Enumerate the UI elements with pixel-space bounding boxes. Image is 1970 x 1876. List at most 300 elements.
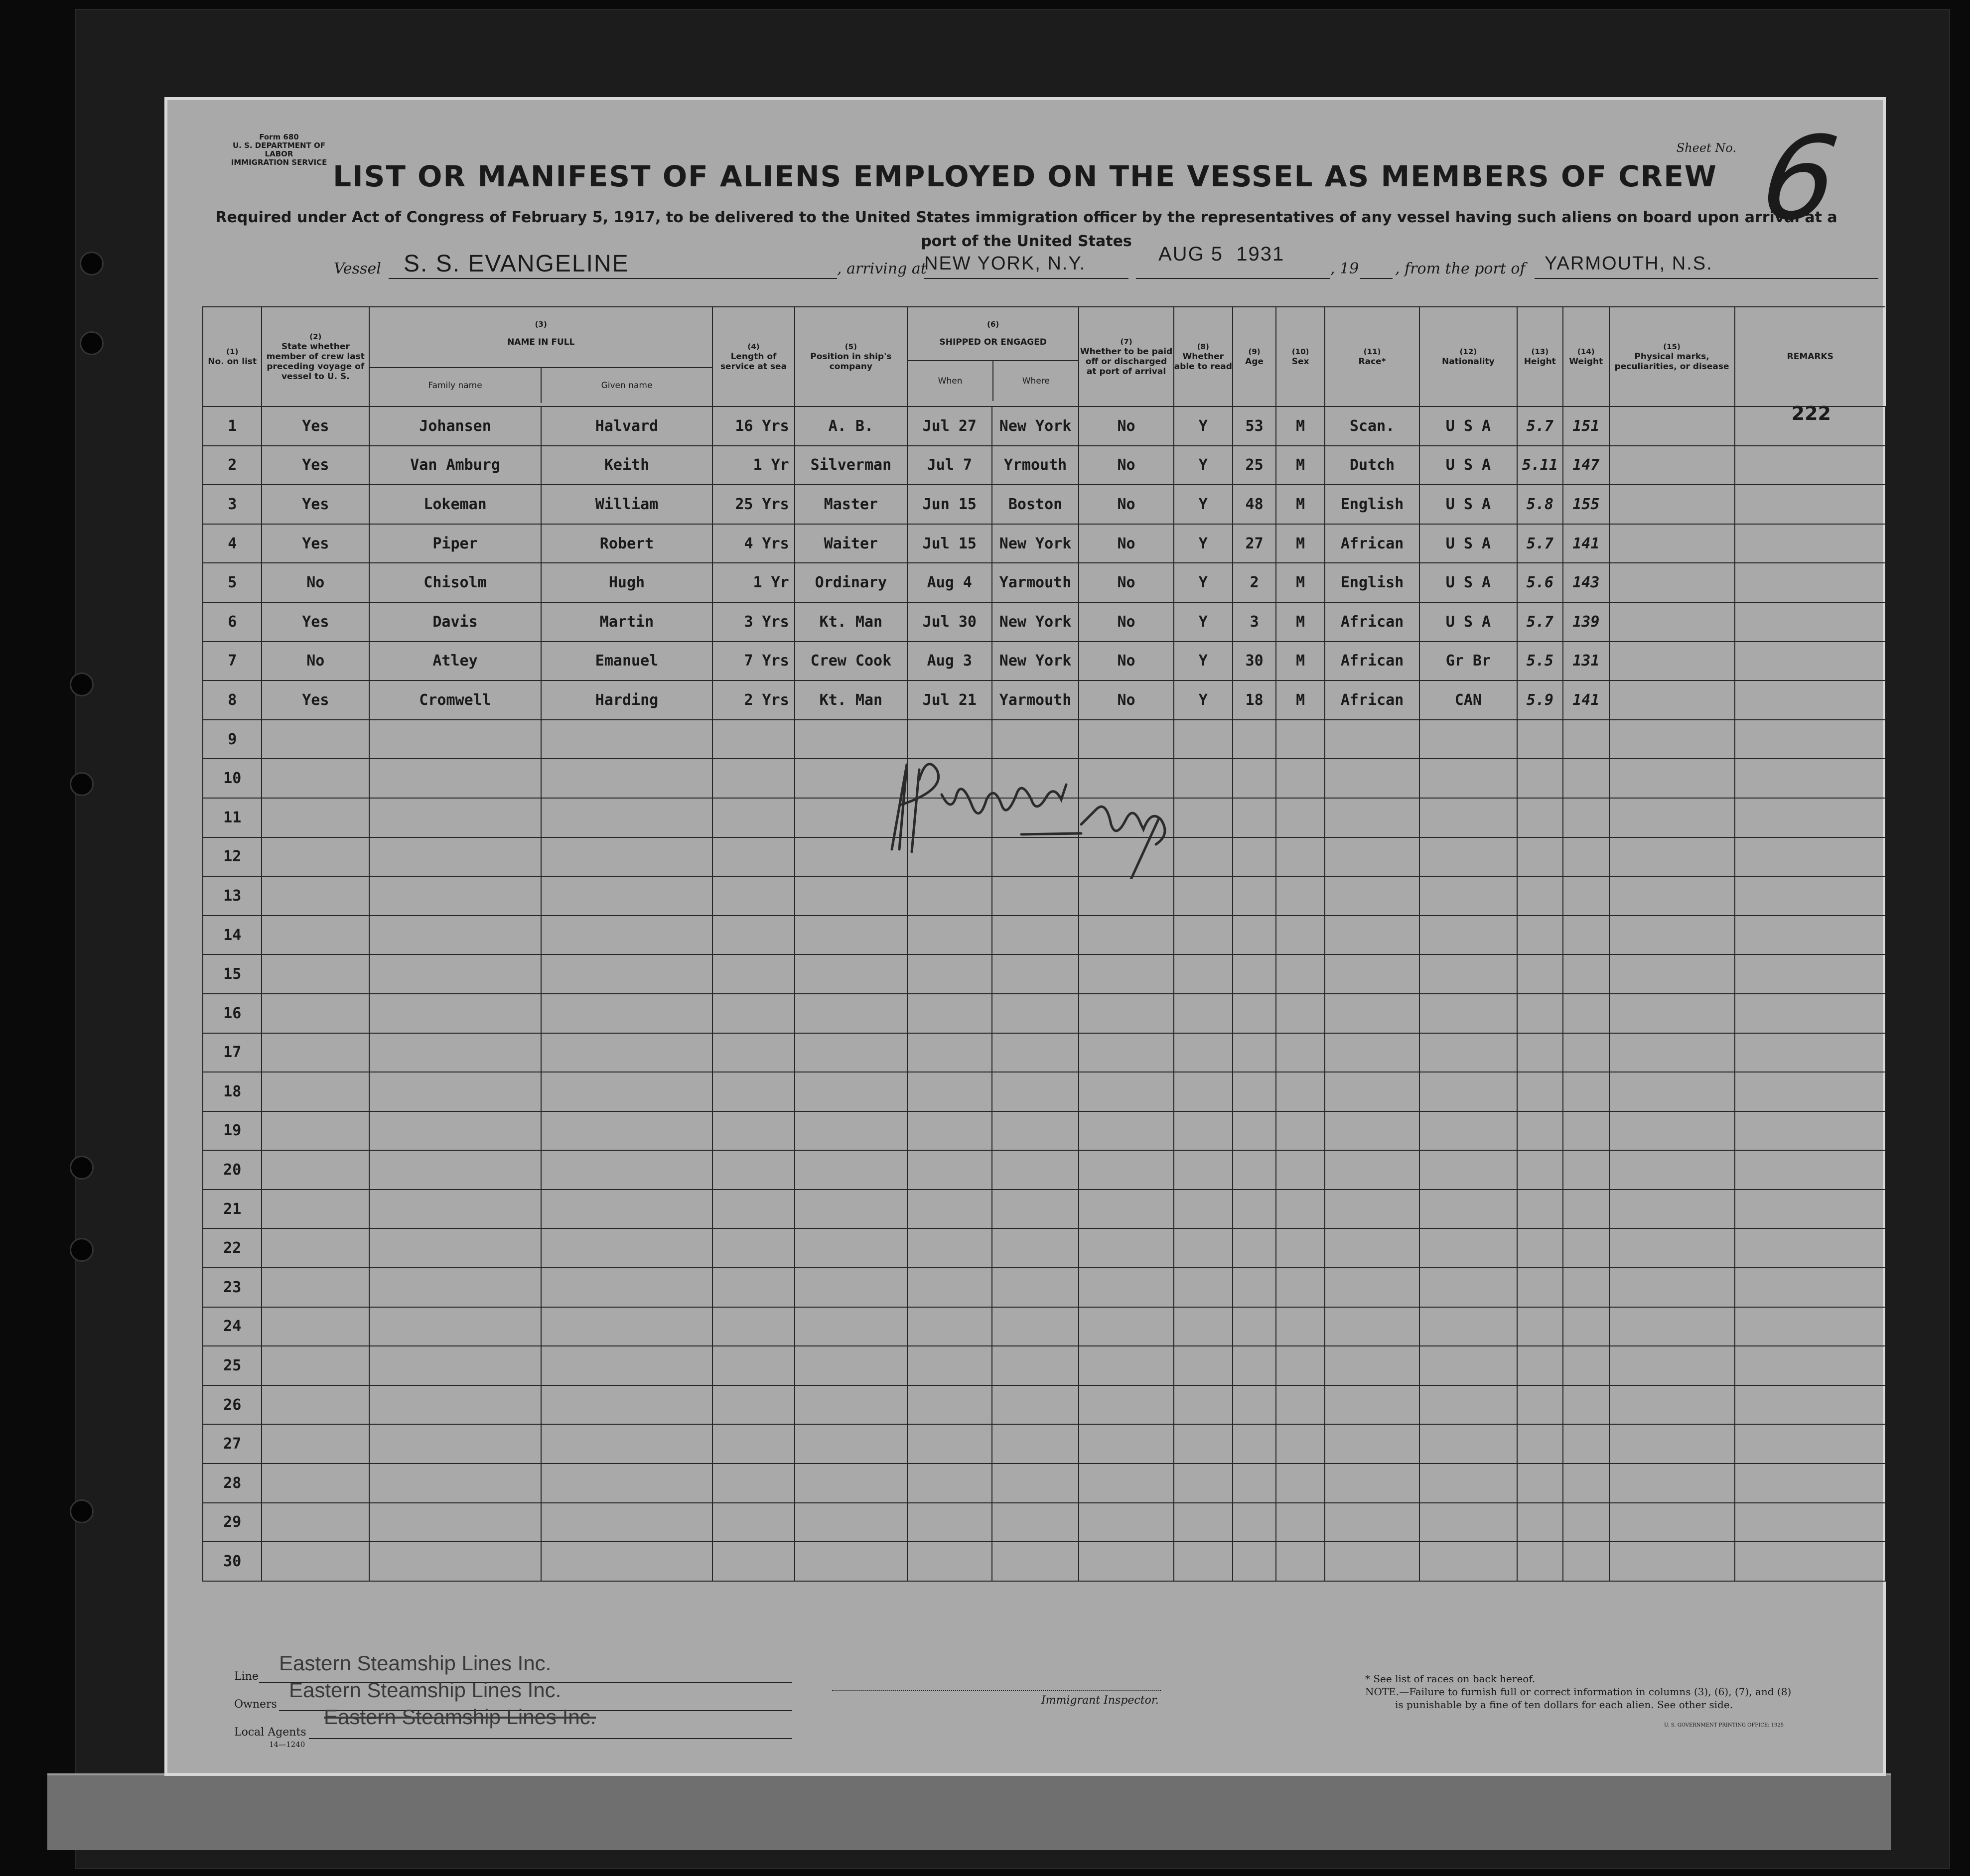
empty-cell: [1325, 1542, 1419, 1581]
empty-cell: [369, 876, 541, 916]
empty-cell: [1233, 759, 1276, 798]
empty-cell: [1079, 1307, 1173, 1346]
manifest-form: [164, 97, 1886, 1776]
empty-cell: [1276, 954, 1325, 994]
cell-paid: No: [1079, 406, 1173, 446]
cell-race: English: [1325, 563, 1419, 602]
empty-cell: [1609, 876, 1735, 916]
binder-hole: [70, 1238, 94, 1262]
empty-cell: [1174, 1268, 1233, 1307]
cell-height: 5.11: [1517, 446, 1563, 485]
empty-cell: [1233, 1190, 1276, 1229]
cell-age: 3: [1233, 602, 1276, 642]
row-number: 3: [203, 485, 262, 524]
cell-marks: [1609, 524, 1735, 563]
table-row: [164, 1424, 1885, 1464]
cell-sex: M: [1276, 406, 1325, 446]
cell-given: Martin: [541, 602, 712, 642]
owners-label: Owners: [234, 1698, 277, 1711]
cell-weight: 147: [1563, 446, 1609, 485]
cell-sex: M: [1276, 485, 1325, 524]
crew-table: [164, 306, 1886, 1582]
empty-cell: [1233, 916, 1276, 955]
empty-cell: [1517, 1268, 1563, 1307]
arriving-label: , arriving at: [837, 260, 927, 277]
empty-cell: [1276, 916, 1325, 955]
cell-where: Yarmouth: [992, 680, 1079, 720]
col-race: (11) Race*: [1325, 307, 1419, 406]
empty-cell: [1276, 1464, 1325, 1503]
empty-cell: [1517, 798, 1563, 837]
cell-prev: Yes: [262, 485, 369, 524]
cell-prev: Yes: [262, 524, 369, 563]
empty-cell: [907, 1033, 992, 1072]
empty-cell: [1233, 1228, 1276, 1268]
empty-cell: [1233, 720, 1276, 759]
empty-cell: [1276, 1190, 1325, 1229]
cell-position: Waiter: [795, 524, 907, 563]
empty-cell: [1563, 1464, 1609, 1503]
cell-weight: 139: [1563, 602, 1609, 642]
empty-cell: [795, 1307, 907, 1346]
empty-cell: [795, 1464, 907, 1503]
empty-cell: [1174, 876, 1233, 916]
cell-height: 5.8: [1517, 485, 1563, 524]
empty-cell: [1174, 1111, 1233, 1151]
row-number: 16: [203, 994, 262, 1033]
cell-paid: No: [1079, 446, 1173, 485]
table-row: [164, 1268, 1885, 1307]
empty-cell: [907, 994, 992, 1033]
empty-cell: [1174, 954, 1233, 994]
empty-cell: [541, 954, 712, 994]
empty-cell: [907, 1464, 992, 1503]
cell-paid: No: [1079, 602, 1173, 642]
row-number: 19: [203, 1111, 262, 1151]
empty-cell: [369, 1228, 541, 1268]
cell-marks: [1609, 680, 1735, 720]
empty-cell: [1325, 837, 1419, 877]
empty-cell: [1174, 1228, 1233, 1268]
empty-cell: [1079, 994, 1173, 1033]
empty-cell: [1735, 1072, 1885, 1111]
empty-cell: [1517, 720, 1563, 759]
cell-height: 5.7: [1517, 524, 1563, 563]
cell-position: Silverman: [795, 446, 907, 485]
empty-cell: [1325, 1307, 1419, 1346]
empty-cell: [907, 876, 992, 916]
empty-cell: [369, 1307, 541, 1346]
empty-cell: [1079, 1150, 1173, 1190]
empty-cell: [1419, 876, 1517, 916]
empty-cell: [1276, 798, 1325, 837]
empty-cell: [1079, 1228, 1173, 1268]
empty-cell: [1079, 916, 1173, 955]
empty-cell: [1563, 1385, 1609, 1425]
empty-cell: [1325, 1072, 1419, 1111]
empty-cell: [1325, 954, 1419, 994]
empty-cell: [1609, 1542, 1735, 1581]
empty-cell: [262, 916, 369, 955]
empty-cell: [1325, 1464, 1419, 1503]
empty-cell: [1609, 1190, 1735, 1229]
empty-cell: [712, 1346, 795, 1385]
empty-cell: [369, 1111, 541, 1151]
empty-cell: [1419, 720, 1517, 759]
binder-hole: [70, 672, 94, 696]
note-fine-1: NOTE.—Failure to furnish full or correct information in columns (3), (6), (7), and (8): [1365, 1686, 1792, 1698]
cell-height: 5.6: [1517, 563, 1563, 602]
empty-cell: [1174, 1503, 1233, 1542]
empty-cell: [992, 1111, 1079, 1151]
cell-family: Piper: [369, 524, 541, 563]
empty-cell: [795, 1033, 907, 1072]
cell-family: Atley: [369, 642, 541, 681]
empty-cell: [1609, 1072, 1735, 1111]
empty-cell: [1735, 1503, 1885, 1542]
row-number: 25: [203, 1346, 262, 1385]
empty-cell: [795, 1268, 907, 1307]
empty-cell: [541, 876, 712, 916]
cell-weight: 141: [1563, 680, 1609, 720]
empty-cell: [1517, 1033, 1563, 1072]
from-port: YARMOUTH, N.S.: [1545, 253, 1713, 274]
empty-cell: [992, 1503, 1079, 1542]
empty-cell: [1079, 954, 1173, 994]
empty-cell: [1563, 1228, 1609, 1268]
empty-cell: [712, 1033, 795, 1072]
empty-cell: [1325, 1033, 1419, 1072]
cell-service: 1 Yr: [712, 446, 795, 485]
empty-cell: [1276, 1033, 1325, 1072]
empty-cell: [1174, 1464, 1233, 1503]
empty-cell: [1517, 994, 1563, 1033]
empty-cell: [1517, 954, 1563, 994]
empty-cell: [1419, 1072, 1517, 1111]
table-row: [164, 1307, 1885, 1346]
empty-cell: [992, 1346, 1079, 1385]
empty-cell: [795, 1542, 907, 1581]
empty-cell: [907, 954, 992, 994]
empty-cell: [1563, 720, 1609, 759]
cell-sex: M: [1276, 446, 1325, 485]
empty-cell: [1735, 1346, 1885, 1385]
empty-cell: [1609, 954, 1735, 994]
row-number: 30: [203, 1542, 262, 1581]
empty-cell: [1174, 1307, 1233, 1346]
row-number: 8: [203, 680, 262, 720]
inspector-signature: [872, 750, 1221, 879]
empty-cell: [262, 954, 369, 994]
vessel-name: S. S. EVANGELINE: [404, 251, 629, 277]
cell-family: Van Amburg: [369, 446, 541, 485]
empty-cell: [262, 1424, 369, 1464]
empty-cell: [1735, 759, 1885, 798]
empty-cell: [369, 759, 541, 798]
empty-cell: [262, 1072, 369, 1111]
col-nationality: (12) Nationality: [1419, 307, 1517, 406]
empty-cell: [1609, 837, 1735, 877]
empty-cell: [262, 1307, 369, 1346]
empty-cell: [907, 1111, 992, 1151]
table-row: [164, 1033, 1885, 1072]
empty-cell: [795, 1150, 907, 1190]
cell-weight: 151: [1563, 406, 1609, 446]
cell-marks: [1609, 602, 1735, 642]
line-stamp: Eastern Steamship Lines Inc.: [279, 1651, 552, 1675]
empty-cell: [1325, 759, 1419, 798]
empty-cell: [262, 759, 369, 798]
empty-cell: [1419, 1190, 1517, 1229]
empty-cell: [262, 1111, 369, 1151]
empty-cell: [1517, 1542, 1563, 1581]
row-number: 2: [203, 446, 262, 485]
form-code: 14—1240: [269, 1740, 305, 1749]
empty-cell: [1419, 1150, 1517, 1190]
cell-position: Kt. Man: [795, 602, 907, 642]
empty-cell: [907, 1072, 992, 1111]
cell-read: Y: [1174, 446, 1233, 485]
empty-cell: [1079, 876, 1173, 916]
empty-cell: [992, 876, 1079, 916]
empty-cell: [1419, 837, 1517, 877]
empty-cell: [992, 1228, 1079, 1268]
cell-read: Y: [1174, 406, 1233, 446]
empty-cell: [369, 994, 541, 1033]
cell-service: 4 Yrs: [712, 524, 795, 563]
empty-cell: [1233, 1385, 1276, 1425]
row-number: 6: [203, 602, 262, 642]
col-read: (8) Whether able to read: [1174, 307, 1233, 406]
empty-cell: [1563, 916, 1609, 955]
empty-cell: [1563, 1424, 1609, 1464]
cell-service: 2 Yrs: [712, 680, 795, 720]
empty-cell: [1233, 1542, 1276, 1581]
empty-cell: [1517, 1385, 1563, 1425]
col-remarks: REMARKS: [1735, 307, 1885, 406]
empty-cell: [262, 876, 369, 916]
empty-cell: [1563, 994, 1609, 1033]
empty-cell: [1325, 1503, 1419, 1542]
empty-cell: [795, 1385, 907, 1425]
empty-cell: [1735, 954, 1885, 994]
binder-hole: [70, 1156, 94, 1180]
empty-cell: [1609, 916, 1735, 955]
empty-cell: [1233, 1111, 1276, 1151]
empty-cell: [1609, 1228, 1735, 1268]
table-row: [164, 916, 1885, 955]
empty-cell: [262, 1190, 369, 1229]
row-number: 22: [203, 1228, 262, 1268]
col-physical-marks: (15) Physical marks, peculiarities, or disease: [1609, 307, 1735, 406]
empty-cell: [712, 837, 795, 877]
empty-cell: [541, 1542, 712, 1581]
cell-nat: Gr Br: [1419, 642, 1517, 681]
empty-cell: [992, 1150, 1079, 1190]
empty-cell: [712, 1072, 795, 1111]
row-number: 13: [203, 876, 262, 916]
empty-cell: [1276, 1542, 1325, 1581]
empty-cell: [992, 1268, 1079, 1307]
empty-cell: [541, 720, 712, 759]
empty-cell: [1276, 1150, 1325, 1190]
table-row: [164, 1464, 1885, 1503]
cell-prev: No: [262, 642, 369, 681]
cell-age: 53: [1233, 406, 1276, 446]
cell-age: 30: [1233, 642, 1276, 681]
cell-sex: M: [1276, 563, 1325, 602]
empty-cell: [1517, 1464, 1563, 1503]
row-number: 7: [203, 642, 262, 681]
empty-cell: [1609, 1424, 1735, 1464]
cell-remarks: [1735, 524, 1885, 563]
empty-cell: [1174, 1150, 1233, 1190]
empty-cell: [541, 1307, 712, 1346]
empty-cell: [541, 1268, 712, 1307]
note-fine-2: is punishable by a fine of ten dollars for each alien. See other side.: [1395, 1699, 1733, 1711]
empty-cell: [1233, 1150, 1276, 1190]
empty-cell: [541, 1503, 712, 1542]
empty-cell: [795, 1190, 907, 1229]
form-footer: [164, 1651, 1886, 1776]
empty-cell: [369, 1464, 541, 1503]
cell-nat: U S A: [1419, 602, 1517, 642]
empty-cell: [1233, 876, 1276, 916]
row-number: 10: [203, 759, 262, 798]
printer-credit: U. S. GOVERNMENT PRINTING OFFICE: 1925: [1664, 1723, 1784, 1728]
row-number: 20: [203, 1150, 262, 1190]
empty-cell: [992, 1072, 1079, 1111]
cell-when: Jul 27: [907, 406, 992, 446]
empty-cell: [992, 1190, 1079, 1229]
empty-cell: [795, 1111, 907, 1151]
empty-cell: [1079, 1464, 1173, 1503]
empty-cell: [1609, 1150, 1735, 1190]
empty-cell: [1563, 1268, 1609, 1307]
col-position: (5) Position in ship's company: [795, 307, 907, 406]
row-number: 29: [203, 1503, 262, 1542]
empty-cell: [1233, 1033, 1276, 1072]
empty-cell: [1233, 1424, 1276, 1464]
cell-race: Scan.: [1325, 406, 1419, 446]
cell-age: 18: [1233, 680, 1276, 720]
from-port-label: , from the port of: [1395, 260, 1526, 277]
empty-cell: [1419, 1464, 1517, 1503]
empty-cell: [369, 1503, 541, 1542]
row-number: 12: [203, 837, 262, 877]
col-sex: (10) Sex: [1276, 307, 1325, 406]
empty-cell: [1325, 1385, 1419, 1425]
row-number: 15: [203, 954, 262, 994]
empty-cell: [1419, 759, 1517, 798]
col-height: (13) Height: [1517, 307, 1563, 406]
empty-cell: [1517, 759, 1563, 798]
row-number: 18: [203, 1072, 262, 1111]
table-row: [164, 1346, 1885, 1385]
empty-cell: [1735, 1228, 1885, 1268]
cell-paid: No: [1079, 680, 1173, 720]
form-subtitle: Required under Act of Congress of February 5, 1917, to be delivered to the United States immigration officer by the representatives of any vessel having such aliens on board upon arrival at a port of the United States: [215, 209, 1837, 250]
empty-cell: [1735, 720, 1885, 759]
vessel-label: Vessel: [334, 260, 381, 277]
empty-cell: [712, 1503, 795, 1542]
cell-read: Y: [1174, 563, 1233, 602]
cell-service: 1 Yr: [712, 563, 795, 602]
empty-cell: [1174, 1424, 1233, 1464]
inspector-label: Immigrant Inspector.: [1041, 1694, 1159, 1707]
note-races: * See list of races on back hereof.: [1365, 1673, 1536, 1685]
empty-cell: [541, 916, 712, 955]
empty-cell: [795, 1503, 907, 1542]
empty-cell: [712, 1542, 795, 1581]
empty-cell: [1735, 1542, 1885, 1581]
cell-remarks: [1735, 642, 1885, 681]
empty-cell: [1735, 1385, 1885, 1425]
empty-cell: [1174, 994, 1233, 1033]
cell-when: Jul 21: [907, 680, 992, 720]
empty-cell: [369, 1542, 541, 1581]
row-number: 28: [203, 1464, 262, 1503]
cell-sex: M: [1276, 524, 1325, 563]
empty-cell: [712, 720, 795, 759]
agents-stamp: Eastern Steamship Lines Inc.: [324, 1705, 596, 1729]
cell-read: Y: [1174, 642, 1233, 681]
empty-cell: [992, 954, 1079, 994]
empty-cell: [1419, 1111, 1517, 1151]
row-number: 23: [203, 1268, 262, 1307]
binder-hole: [70, 772, 94, 796]
empty-cell: [369, 1268, 541, 1307]
empty-cell: [1233, 994, 1276, 1033]
empty-cell: [541, 1424, 712, 1464]
table-row: [164, 680, 1885, 720]
empty-cell: [1233, 1503, 1276, 1542]
empty-cell: [1517, 1072, 1563, 1111]
empty-cell: [1419, 994, 1517, 1033]
empty-cell: [1174, 1033, 1233, 1072]
col-paid-off: (7) Whether to be paid off or discharged at port of arrival: [1079, 307, 1173, 406]
col-when: When: [908, 361, 993, 401]
cell-remarks: [1735, 446, 1885, 485]
empty-cell: [1276, 1228, 1325, 1268]
empty-cell: [541, 1111, 712, 1151]
empty-cell: [369, 916, 541, 955]
empty-cell: [541, 759, 712, 798]
empty-cell: [1174, 1346, 1233, 1385]
empty-cell: [1419, 954, 1517, 994]
cell-height: 5.7: [1517, 406, 1563, 446]
empty-cell: [1609, 1346, 1735, 1385]
empty-cell: [541, 1072, 712, 1111]
empty-cell: [1735, 1190, 1885, 1229]
empty-cell: [712, 954, 795, 994]
empty-cell: [369, 1346, 541, 1385]
cell-where: New York: [992, 524, 1079, 563]
cell-where: Yarmouth: [992, 563, 1079, 602]
empty-cell: [992, 1424, 1079, 1464]
empty-cell: [712, 994, 795, 1033]
cell-given: Emanuel: [541, 642, 712, 681]
empty-cell: [1563, 954, 1609, 994]
empty-cell: [369, 720, 541, 759]
col-service: (4) Length of service at sea: [712, 307, 795, 406]
col-no: (1) No. on list: [203, 307, 262, 406]
cell-paid: No: [1079, 485, 1173, 524]
cell-paid: No: [1079, 642, 1173, 681]
empty-cell: [795, 1346, 907, 1385]
col-where: Where: [1022, 376, 1050, 386]
empty-cell: [1563, 1072, 1609, 1111]
